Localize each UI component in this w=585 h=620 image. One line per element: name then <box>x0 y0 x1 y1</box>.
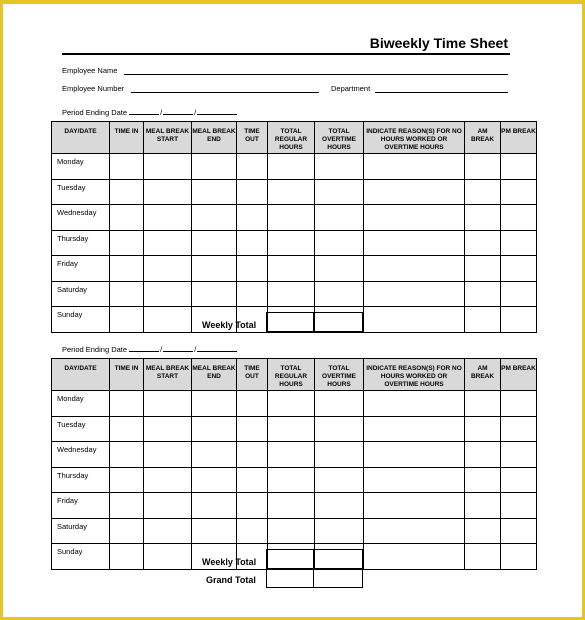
entry-cell[interactable] <box>192 205 237 231</box>
period-ending-date-2 <box>62 344 237 354</box>
entry-cell[interactable] <box>364 307 465 333</box>
day-label: Monday <box>52 391 110 417</box>
entry-cell[interactable] <box>110 518 144 544</box>
entry-cell[interactable] <box>192 179 237 205</box>
entry-cell[interactable] <box>501 467 537 493</box>
day-label: Saturday <box>52 281 110 307</box>
entry-cell[interactable] <box>110 154 144 180</box>
day-label: Thursday <box>52 467 110 493</box>
entry-cell[interactable] <box>144 391 192 417</box>
entry-cell[interactable] <box>501 442 537 468</box>
entry-cell[interactable] <box>237 442 268 468</box>
entry-cell[interactable] <box>192 281 237 307</box>
weekly-total-label-2: Weekly Total <box>202 557 257 567</box>
entry-cell[interactable] <box>268 281 315 307</box>
entry-cell[interactable] <box>465 416 501 442</box>
entry-cell[interactable] <box>237 281 268 307</box>
entry-cell[interactable] <box>110 281 144 307</box>
entry-cell[interactable] <box>110 307 144 333</box>
employee-number-field[interactable] <box>131 92 319 93</box>
entry-cell[interactable] <box>501 205 537 231</box>
entry-cell[interactable] <box>465 230 501 256</box>
day-label: Thursday <box>52 230 110 256</box>
employee-name-label: Employee Name <box>62 66 118 75</box>
entry-cell[interactable] <box>237 230 268 256</box>
entry-cell[interactable] <box>315 467 364 493</box>
entry-cell[interactable] <box>501 179 537 205</box>
day-label: Friday <box>52 256 110 282</box>
date-separator: / <box>160 345 163 354</box>
department-label: Department <box>331 84 371 93</box>
entry-cell[interactable] <box>192 391 237 417</box>
entry-cell[interactable] <box>465 391 501 417</box>
entry-cell[interactable] <box>268 442 315 468</box>
entry-cell[interactable] <box>315 179 364 205</box>
entry-cell[interactable] <box>237 205 268 231</box>
entry-cell[interactable] <box>465 544 501 570</box>
grand-total-label: Grand Total <box>206 575 256 585</box>
entry-cell[interactable] <box>192 230 237 256</box>
entry-cell[interactable] <box>364 442 465 468</box>
day-row <box>52 179 537 205</box>
entry-cell[interactable] <box>144 256 192 282</box>
entry-cell[interactable] <box>364 205 465 231</box>
entry-cell[interactable] <box>237 467 268 493</box>
column-header: MEAL BREAK END <box>192 122 237 154</box>
entry-cell[interactable] <box>144 154 192 180</box>
entry-cell[interactable] <box>501 256 537 282</box>
entry-cell[interactable] <box>501 544 537 570</box>
entry-cell[interactable] <box>192 518 237 544</box>
date-separator: / <box>194 108 197 117</box>
entry-cell[interactable] <box>144 205 192 231</box>
entry-cell[interactable] <box>144 518 192 544</box>
entry-cell[interactable] <box>144 281 192 307</box>
entry-cell[interactable] <box>144 179 192 205</box>
column-header: MEAL BREAK START <box>144 122 192 154</box>
column-header: DAY/DATE <box>52 359 110 391</box>
day-row <box>52 154 537 180</box>
entry-cell[interactable] <box>110 493 144 519</box>
entry-cell[interactable] <box>192 256 237 282</box>
entry-cell[interactable] <box>110 467 144 493</box>
period-month-field[interactable] <box>129 344 159 352</box>
weekly-and-grand-total-2 <box>266 549 363 588</box>
entry-cell[interactable] <box>501 281 537 307</box>
entry-cell[interactable] <box>364 518 465 544</box>
column-header: TIME OUT <box>237 359 268 391</box>
entry-cell[interactable] <box>364 281 465 307</box>
employee-name-field[interactable] <box>124 74 508 75</box>
column-header: AM BREAK <box>465 122 501 154</box>
entry-cell[interactable] <box>364 179 465 205</box>
entry-cell[interactable] <box>268 467 315 493</box>
period-day-field[interactable] <box>163 107 193 115</box>
entry-cell[interactable] <box>268 256 315 282</box>
day-row <box>52 205 537 231</box>
column-header: PM BREAK <box>501 359 537 391</box>
entry-cell[interactable] <box>465 493 501 519</box>
entry-cell[interactable] <box>192 442 237 468</box>
entry-cell[interactable] <box>364 256 465 282</box>
entry-cell[interactable] <box>110 391 144 417</box>
period-month-field[interactable] <box>129 107 159 115</box>
entry-cell[interactable] <box>144 416 192 442</box>
header-row <box>52 122 537 154</box>
day-row <box>52 493 537 519</box>
entry-cell[interactable] <box>465 442 501 468</box>
entry-cell[interactable] <box>501 391 537 417</box>
day-label: Sunday <box>52 307 110 333</box>
entry-cell[interactable] <box>144 467 192 493</box>
column-header: TOTAL OVERTIME HOURS <box>315 122 364 154</box>
entry-cell[interactable] <box>465 179 501 205</box>
column-header: TIME IN <box>110 359 144 391</box>
weekly-total-regular-cell[interactable] <box>267 313 314 332</box>
entry-cell[interactable] <box>315 518 364 544</box>
day-row <box>52 391 537 417</box>
week-2-table <box>51 358 537 570</box>
entry-cell[interactable] <box>268 179 315 205</box>
week-1-table <box>51 121 537 333</box>
column-header: AM BREAK <box>465 359 501 391</box>
entry-cell[interactable] <box>465 467 501 493</box>
entry-cell[interactable] <box>192 416 237 442</box>
entry-cell[interactable] <box>315 256 364 282</box>
entry-cell[interactable] <box>315 154 364 180</box>
column-header: TOTAL REGULAR HOURS <box>268 359 315 391</box>
entry-cell[interactable] <box>268 416 315 442</box>
entry-cell[interactable] <box>110 442 144 468</box>
entry-cell[interactable] <box>110 416 144 442</box>
entry-cell[interactable] <box>144 442 192 468</box>
entry-cell[interactable] <box>364 544 465 570</box>
entry-cell[interactable] <box>364 391 465 417</box>
entry-cell[interactable] <box>268 518 315 544</box>
entry-cell[interactable] <box>364 467 465 493</box>
weekly-total-overtime-cell[interactable] <box>314 313 363 332</box>
entry-cell[interactable] <box>144 544 192 570</box>
entry-cell[interactable] <box>501 154 537 180</box>
entry-cell[interactable] <box>110 256 144 282</box>
entry-cell[interactable] <box>110 230 144 256</box>
entry-cell[interactable] <box>192 154 237 180</box>
column-header: MEAL BREAK END <box>192 359 237 391</box>
entry-cell[interactable] <box>465 518 501 544</box>
day-row <box>52 467 537 493</box>
entry-cell[interactable] <box>315 391 364 417</box>
entry-cell[interactable] <box>237 493 268 519</box>
day-row <box>52 416 537 442</box>
day-label: Tuesday <box>52 179 110 205</box>
entry-cell[interactable] <box>315 230 364 256</box>
entry-cell[interactable] <box>144 230 192 256</box>
day-row <box>52 518 537 544</box>
entry-cell[interactable] <box>192 467 237 493</box>
entry-cell[interactable] <box>501 307 537 333</box>
entry-cell[interactable] <box>237 154 268 180</box>
entry-cell[interactable] <box>465 205 501 231</box>
weekly-total-label-1: Weekly Total <box>202 320 257 330</box>
entry-cell[interactable] <box>501 518 537 544</box>
entry-cell[interactable] <box>144 307 192 333</box>
column-header: TOTAL OVERTIME HOURS <box>315 359 364 391</box>
day-label: Tuesday <box>52 416 110 442</box>
column-header: INDICATE REASON(S) FOR NO HOURS WORKED OR OVERTIME HOURS <box>364 359 465 391</box>
column-header: TIME IN <box>110 122 144 154</box>
period-ending-label: Period Ending Date <box>62 108 128 117</box>
column-header: MEAL BREAK START <box>144 359 192 391</box>
period-ending-label: Period Ending Date <box>62 345 128 354</box>
entry-cell[interactable] <box>465 256 501 282</box>
entry-cell[interactable] <box>237 518 268 544</box>
day-row <box>52 230 537 256</box>
column-header: PM BREAK <box>501 122 537 154</box>
column-header: DAY/DATE <box>52 122 110 154</box>
entry-cell[interactable] <box>315 281 364 307</box>
entry-cell[interactable] <box>237 416 268 442</box>
grand-total-regular-cell[interactable] <box>267 569 314 588</box>
entry-cell[interactable] <box>315 493 364 519</box>
entry-cell[interactable] <box>465 307 501 333</box>
weekly-total-regular-cell[interactable] <box>267 550 314 569</box>
entry-cell[interactable] <box>501 230 537 256</box>
entry-cell[interactable] <box>237 179 268 205</box>
column-header: TIME OUT <box>237 122 268 154</box>
column-header: INDICATE REASON(S) FOR NO HOURS WORKED OR OVERTIME HOURS <box>364 122 465 154</box>
date-separator: / <box>194 345 197 354</box>
entry-cell[interactable] <box>315 205 364 231</box>
day-label: Saturday <box>52 518 110 544</box>
weekly-total-1 <box>266 312 363 332</box>
employee-number-label: Employee Number <box>62 84 125 93</box>
entry-cell[interactable] <box>364 416 465 442</box>
entry-cell[interactable] <box>465 154 501 180</box>
title-divider <box>62 53 510 55</box>
period-year-field[interactable] <box>197 344 237 352</box>
entry-cell[interactable] <box>315 442 364 468</box>
entry-cell[interactable] <box>268 493 315 519</box>
entry-cell[interactable] <box>501 493 537 519</box>
weekly-total-overtime-cell[interactable] <box>314 550 363 569</box>
entry-cell[interactable] <box>364 230 465 256</box>
grand-total-overtime-cell[interactable] <box>314 569 363 588</box>
entry-cell[interactable] <box>110 544 144 570</box>
entry-cell[interactable] <box>268 205 315 231</box>
entry-cell[interactable] <box>364 493 465 519</box>
period-year-field[interactable] <box>197 107 237 115</box>
entry-cell[interactable] <box>501 416 537 442</box>
entry-cell[interactable] <box>268 230 315 256</box>
entry-cell[interactable] <box>268 391 315 417</box>
period-ending-date-1 <box>62 107 237 117</box>
entry-cell[interactable] <box>237 256 268 282</box>
period-day-field[interactable] <box>163 344 193 352</box>
entry-cell[interactable] <box>465 281 501 307</box>
entry-cell[interactable] <box>144 493 192 519</box>
day-label: Friday <box>52 493 110 519</box>
department-field[interactable] <box>375 92 508 93</box>
column-header: TOTAL REGULAR HOURS <box>268 122 315 154</box>
entry-cell[interactable] <box>110 205 144 231</box>
date-separator: / <box>160 108 163 117</box>
day-label: Wednesday <box>52 205 110 231</box>
header-row <box>52 359 537 391</box>
entry-cell[interactable] <box>110 179 144 205</box>
entry-cell[interactable] <box>268 154 315 180</box>
day-row <box>52 256 537 282</box>
entry-cell[interactable] <box>315 416 364 442</box>
document-title: Biweekly Time Sheet <box>369 35 508 51</box>
entry-cell[interactable] <box>237 391 268 417</box>
day-label: Sunday <box>52 544 110 570</box>
entry-cell[interactable] <box>364 154 465 180</box>
day-label: Monday <box>52 154 110 180</box>
day-row <box>52 442 537 468</box>
day-row <box>52 281 537 307</box>
entry-cell[interactable] <box>192 493 237 519</box>
day-label: Wednesday <box>52 442 110 468</box>
